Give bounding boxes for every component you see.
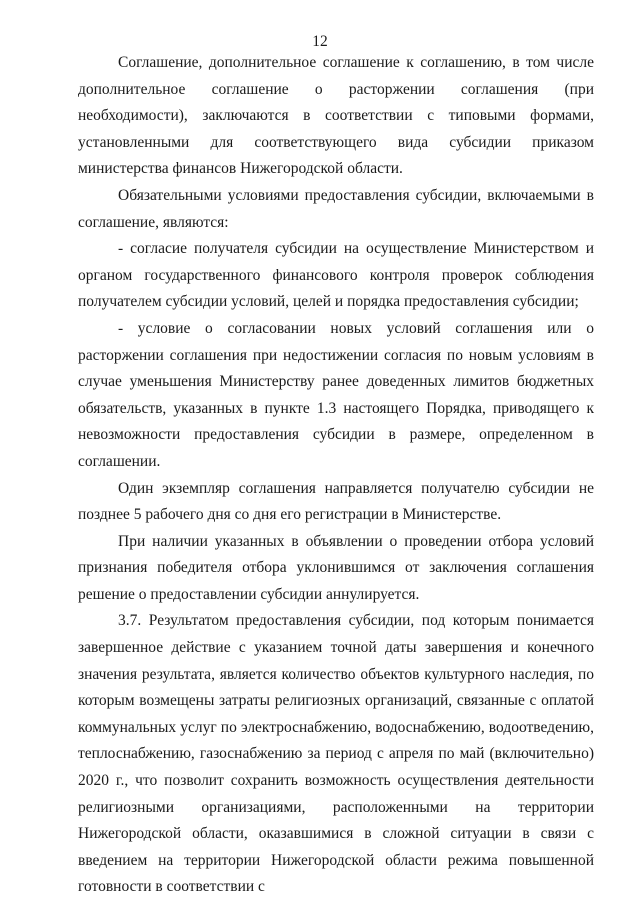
paragraph-winner-evasion: При наличии указанных в объявлении о проведении отбора условий признания победителя отбора уклонившимся от заключения соглашения решение о предоставлении субсидии аннулируется. (78, 532, 594, 603)
page-number: 12 (312, 33, 328, 50)
paragraph-mandatory-conditions: Обязательными условиями предоставления субсидии, включаемыми в соглашение, являются: (78, 186, 594, 231)
paragraph-subsidy-result: 3.7. Результатом предоставления субсидии, под которым понимается завершенное действие с указанием точной даты завершения и конечного значения результата, является количество объектов культурного наследия, по которым возмещены затраты религиозных организаций, связанные с оплатой коммунальных услуг по электроснабжению, водоснабжению, водоотведению, теплоснабжению, газоснабжению за период с апреля по май (включительно) 2020 г., что позволит сохранить возможность осуществления деятельности религиозными организациями, расположенными на территории Нижегородской области, оказавшимися в сложной ситуации в связи с введением на территории Нижегородской области режима повышенной готовности в соответствии с (78, 612, 594, 896)
document-body (78, 50, 594, 901)
paragraph-agreement-copy: Один экземпляр соглашения направляется получателю субсидии не позднее 5 рабочего дня со дня его регистрации в Министерстве. (78, 479, 594, 524)
paragraph-consent-to-inspections: - согласие получателя субсидии на осуществление Министерством и органом государственного финансового контроля проверок соблюдения получателем субсидии условий, целей и порядка предоставления субсидии; (78, 240, 594, 311)
paragraph-new-conditions: - условие о согласовании новых условий соглашения или о расторжении соглашения при недостижении согласия по новым условиям в случае уменьшения Министерству ранее доведенных лимитов бюджетных обязательств, указанных в пункте 1.3 настоящего Порядка, приводящего к невозможности предоставления субсидии в размере, определенном в соглашении. (78, 319, 594, 470)
paragraph-agreement-forms: Соглашение, дополнительное соглашение к соглашению, в том числе дополнительное соглашение о расторжении соглашения (при необходимости), заключаются в соответствии с типовыми формами, установленными для соответствующего вида субсидии приказом министерства финансов Нижегородской области. (78, 54, 594, 178)
